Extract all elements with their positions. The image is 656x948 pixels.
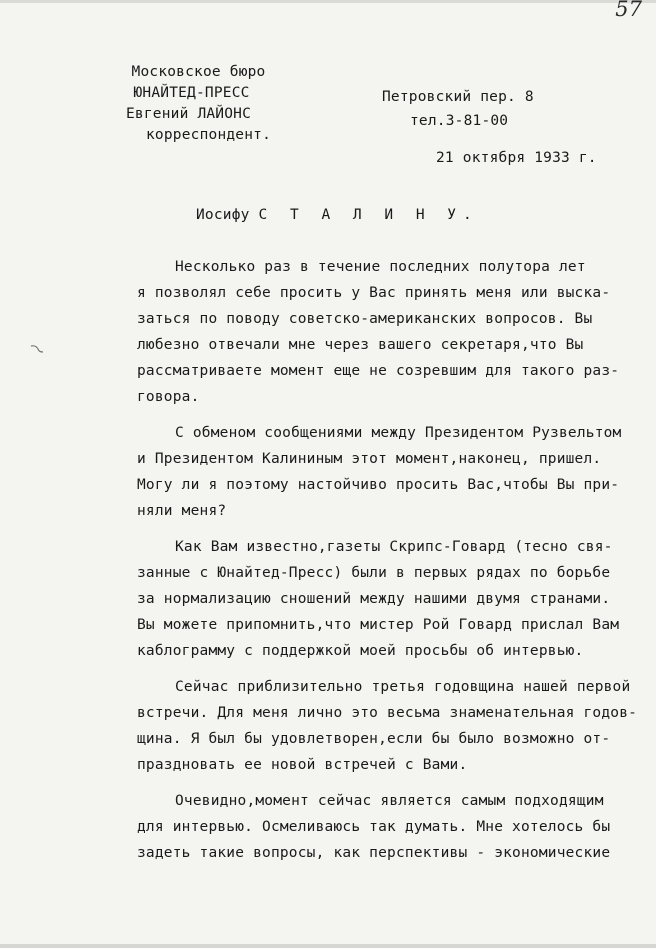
text-line: любезно отвечали мне через вашего секретаря,что Вы <box>137 337 584 353</box>
scan-edge-top <box>0 0 656 3</box>
text-line: каблограмму с поддержкой моей просьбы об интервью. <box>137 643 584 659</box>
sender-name: Евгений ЛАЙОНС <box>126 106 252 122</box>
text-line: и Президентом Калининым этот момент,наконец, пришел. <box>137 451 602 467</box>
salutation <box>196 202 479 228</box>
text-line: задеть такие вопросы, как перспективы - экономические <box>137 845 611 861</box>
paragraph <box>137 674 637 778</box>
sender-block <box>106 62 271 146</box>
paragraph <box>137 420 637 524</box>
text-line: Очевидно,момент сейчас является самым подходящим <box>175 793 604 809</box>
address-phone: тел.3-81-00 <box>410 113 509 129</box>
text-line: встречи. Для меня лично это весьма знаменательная годов- <box>137 705 638 721</box>
paragraph <box>137 788 637 866</box>
sender-title: корреспондент. <box>146 127 272 143</box>
text-line: няли меня? <box>137 503 227 519</box>
text-line: за нормализацию сношений между нашими двумя странами. <box>137 591 611 607</box>
sender-bureau: Московское бюро <box>131 64 266 80</box>
text-line: рассматриваете момент еще не созревшим для такого раз- <box>137 363 620 379</box>
margin-mark <box>30 344 44 354</box>
text-line: занные с Юнайтед-Пресс) были в первых рядах по борьбе <box>137 565 611 581</box>
paragraph <box>137 254 637 410</box>
address-street: Петровский пер. 8 <box>382 89 534 105</box>
address-block <box>382 85 534 133</box>
salutation-first-name: Иосифу <box>196 207 250 223</box>
text-line: Несколько раз в течение последних полутора лет <box>175 259 586 275</box>
scan-edge-bottom <box>0 944 656 948</box>
text-line: Вы можете припомнить,что мистер Рой Говард прислал Вам <box>137 617 620 633</box>
sender-agency: ЮНАЙТЕД-ПРЕСС <box>133 85 250 101</box>
paragraph <box>137 534 637 664</box>
text-line: заться по поводу советско-американских вопросов. Вы <box>137 311 593 327</box>
salutation-last-name: С Т А Л И Н У. <box>258 207 479 223</box>
text-line: говора. <box>137 389 200 405</box>
letter-date: 21 октября 1933 г. <box>436 150 597 166</box>
archive-page-number: 57 <box>615 0 642 21</box>
text-line: Сейчас приблизительно третья годовщина нашей первой <box>175 679 631 695</box>
text-line: Как Вам известно,газеты Скрипс-Говард (тесно свя- <box>175 539 613 555</box>
text-line: я позволял себе просить у Вас принять меня или выска- <box>137 285 611 301</box>
text-line: для интервью. Осмеливаюсь так думать. Мне хотелось бы <box>137 819 611 835</box>
letter-body <box>137 254 637 876</box>
text-line: праздновать ее новой встречей с Вами. <box>137 757 468 773</box>
text-line: С обменом сообщениями между Президентом Рузвельтом <box>175 425 622 441</box>
text-line: щина. Я был бы удовлетворен,если бы было возможно от- <box>137 731 611 747</box>
text-line: Могу ли я поэтому настойчиво просить Вас,чтобы Вы при- <box>137 477 620 493</box>
